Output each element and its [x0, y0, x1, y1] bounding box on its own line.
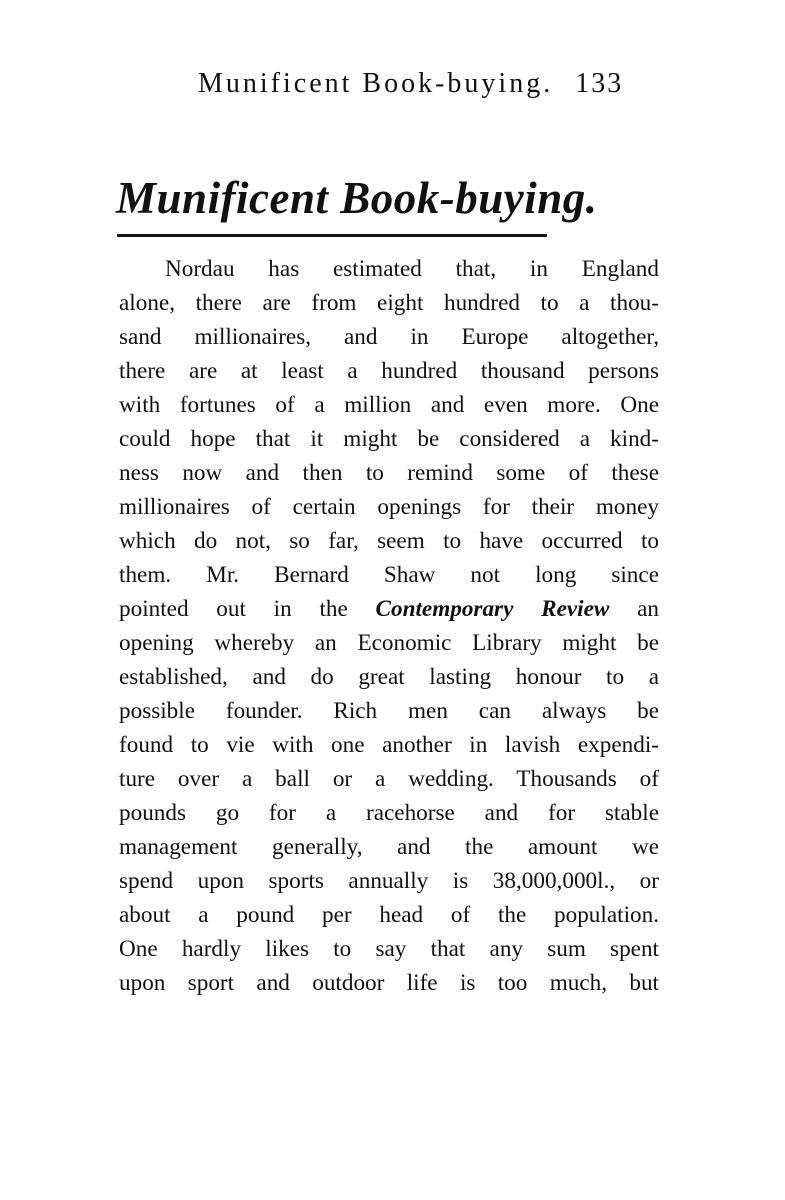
text-line: which do not, so far, seem to have occurred to: [119, 528, 659, 554]
italic-journal-title: Contemporary Review: [375, 596, 610, 622]
page-number: 133: [575, 68, 624, 99]
text-line: found to vie with one another in lavish expendi-: [119, 732, 659, 758]
text-line: One hardly likes to say that any sum spent: [119, 936, 659, 962]
body-text: [119, 252, 659, 1000]
text-line: management generally, and the amount we: [119, 834, 659, 860]
text-line: them. Mr. Bernard Shaw not long since: [119, 562, 659, 588]
text-line-with-italic: [119, 592, 659, 626]
text-line: could hope that it might be considered a kind-: [119, 426, 659, 452]
text-line: with fortunes of a million and even more. One: [119, 392, 659, 418]
text-line: spend upon sports annually is 38,000,000l., or: [119, 868, 659, 894]
text-segment: an: [609, 596, 659, 622]
text-line: alone, there are from eight hundred to a thou-: [119, 290, 659, 316]
text-line: upon sport and outdoor life is too much, but: [119, 970, 659, 996]
text-line: established, and do great lasting honour to a: [119, 664, 659, 690]
text-line: ness now and then to remind some of these: [119, 460, 659, 486]
text-line: sand millionaires, and in Europe altogether,: [119, 324, 659, 350]
chapter-title: Munificent Book-buying.: [116, 173, 598, 223]
title-underline: [117, 234, 547, 237]
text-line: millionaires of certain openings for their money: [119, 494, 659, 520]
text-line: Nordau has estimated that, in England: [165, 256, 659, 282]
text-line: pounds go for a racehorse and for stable: [119, 800, 659, 826]
text-line: possible founder. Rich men can always be: [119, 698, 659, 724]
running-head: [198, 68, 658, 100]
running-head-title: Munificent Book-buying.: [198, 68, 554, 99]
text-line: ture over a ball or a wedding. Thousands of: [119, 766, 659, 792]
text-line: there are at least a hundred thousand persons: [119, 358, 659, 384]
text-line: about a pound per head of the population.: [119, 902, 659, 928]
text-segment: pointed out in the: [119, 596, 376, 622]
text-line: opening whereby an Economic Library might be: [119, 630, 659, 656]
